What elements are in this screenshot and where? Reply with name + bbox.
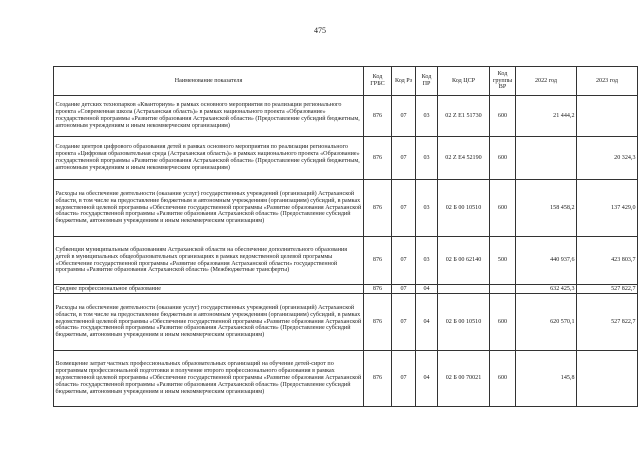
- header-2023: 2023 год: [577, 67, 638, 96]
- row-name: Создание детских технопарков «Кванториум» в рамках основного мероприятия по реализации регионального проекта «Современная школа (Астраханская область)» в рамках национального проекта «Образование» государственной программы «Развитие образования Астраханской области» (Предоставление субсидий бюджетным, автономным учреждениям и иным некоммерческим организациям): [54, 96, 364, 137]
- row-2022: 158 458,2: [516, 180, 577, 237]
- row-2022: [516, 137, 577, 180]
- header-vr: Код группы ВР: [490, 67, 516, 96]
- row-csr: 02 Б 00 70021: [438, 351, 490, 407]
- header-rz: Код Рз: [392, 67, 416, 96]
- row-grbs: 876: [364, 137, 392, 180]
- row-vr: 600: [490, 351, 516, 407]
- row-rz: 07: [392, 237, 416, 285]
- row-2023: 527 822,7: [577, 285, 638, 294]
- row-pr: 04: [416, 285, 438, 294]
- row-csr: 02 Б 00 10510: [438, 294, 490, 351]
- table-row: [54, 237, 638, 285]
- table-row: [54, 96, 638, 137]
- row-grbs: 876: [364, 96, 392, 137]
- row-pr: 03: [416, 180, 438, 237]
- row-name: Возмещение затрат частных профессиональных образовательных организаций на обучение детей-сирот по программам профессиональной подготовки и получение второго профессионального образования в рамках ведомственной целевой программы «Обеспечение государственной программы «Развитие образования Астраханской области» государственной программы «Развитие образования Астраханской области» (Предоставление субсидий бюджетным, автономным учреждениям и иным некоммерческим организациям): [54, 351, 364, 407]
- row-rz: 07: [392, 285, 416, 294]
- row-csr: 02 Z E1 51730: [438, 96, 490, 137]
- row-csr: 02 Б 00 62140: [438, 237, 490, 285]
- header-name: Наименование показателя: [54, 67, 364, 96]
- table-row: [54, 285, 638, 294]
- table-row: [54, 351, 638, 407]
- row-vr: 600: [490, 180, 516, 237]
- row-pr: 04: [416, 351, 438, 407]
- row-2023: [577, 351, 638, 407]
- table-header-row: [54, 67, 638, 96]
- budget-table: [53, 66, 638, 407]
- row-grbs: 876: [364, 351, 392, 407]
- row-grbs: 876: [364, 285, 392, 294]
- row-rz: 07: [392, 180, 416, 237]
- row-pr: 03: [416, 237, 438, 285]
- row-vr: 600: [490, 294, 516, 351]
- row-grbs: 876: [364, 180, 392, 237]
- row-name: Субвенции муниципальным образованиям Астраханской области на обеспечение дополнительного образования детей в муниципальных общеобразовательных организациях в рамках ведомственной целевой программы «Обеспечение государственной программы «Развитие образования Астраханской области» государственной программы «Развитие образования Астраханской области» (Межбюджетные трансферты): [54, 237, 364, 285]
- row-pr: 03: [416, 96, 438, 137]
- page-number: 475: [314, 26, 326, 35]
- row-2023: 20 324,3: [577, 137, 638, 180]
- row-csr: 02 Z E4 52190: [438, 137, 490, 180]
- row-pr: 03: [416, 137, 438, 180]
- row-2022: 632 425,3: [516, 285, 577, 294]
- header-grbs: Код ГРБС: [364, 67, 392, 96]
- row-rz: 07: [392, 137, 416, 180]
- table-row: [54, 137, 638, 180]
- row-2023: [577, 96, 638, 137]
- row-csr: [438, 285, 490, 294]
- row-vr: [490, 285, 516, 294]
- header-2022: 2022 год: [516, 67, 577, 96]
- row-2023: 137 429,0: [577, 180, 638, 237]
- row-csr: 02 Б 00 10510: [438, 180, 490, 237]
- header-csr: Код ЦСР: [438, 67, 490, 96]
- row-grbs: 876: [364, 237, 392, 285]
- table-row: [54, 180, 638, 237]
- row-name: Расходы на обеспечение деятельности (оказание услуг) государственных учреждений (организаций) Астраханской области, в том числе на предоставление бюджетным и автономным учреждениям (организациям) субсидий, в рамках ведомственной целевой программы «Обеспечение государственной программы «Развитие образования Астраханской области» государственной программы «Развитие образования Астраханской области» (Предоставление субсидий бюджетным, автономным учреждениям и иным некоммерческим организациям): [54, 294, 364, 351]
- row-2023: 423 803,7: [577, 237, 638, 285]
- row-vr: 500: [490, 237, 516, 285]
- row-rz: 07: [392, 351, 416, 407]
- row-rz: 07: [392, 96, 416, 137]
- row-2022: 620 570,1: [516, 294, 577, 351]
- row-vr: 600: [490, 137, 516, 180]
- row-name: Среднее профессиональное образование: [54, 285, 364, 294]
- table-row: [54, 294, 638, 351]
- row-2022: 440 937,6: [516, 237, 577, 285]
- row-name: Создание центров цифрового образования детей в рамках основного мероприятия по реализации регионального проекта «Цифровая образовательная среда (Астраханская область)» в рамках национального проекта «Образование» государственной программы «Развитие образования Астраханской области» (Предоставление субсидий бюджетным, автономным учреждениям и иным некоммерческим организациям): [54, 137, 364, 180]
- row-grbs: 876: [364, 294, 392, 351]
- row-rz: 07: [392, 294, 416, 351]
- row-2023: 527 822,7: [577, 294, 638, 351]
- row-name: Расходы на обеспечение деятельности (оказание услуг) государственных учреждений (организаций) Астраханской области, в том числе на предоставление бюджетным и автономным учреждениям (организациям) субсидий, в рамках ведомственной целевой программы «Обеспечение государственной программы «Развитие образования Астраханской области» государственной программы «Развитие образования Астраханской области» (Предоставление субсидий бюджетным, автономным учреждениям и иным некоммерческим организациям): [54, 180, 364, 237]
- row-pr: 04: [416, 294, 438, 351]
- row-vr: 600: [490, 96, 516, 137]
- row-2022: 21 444,2: [516, 96, 577, 137]
- header-pr: Код ПР: [416, 67, 438, 96]
- row-2022: 145,8: [516, 351, 577, 407]
